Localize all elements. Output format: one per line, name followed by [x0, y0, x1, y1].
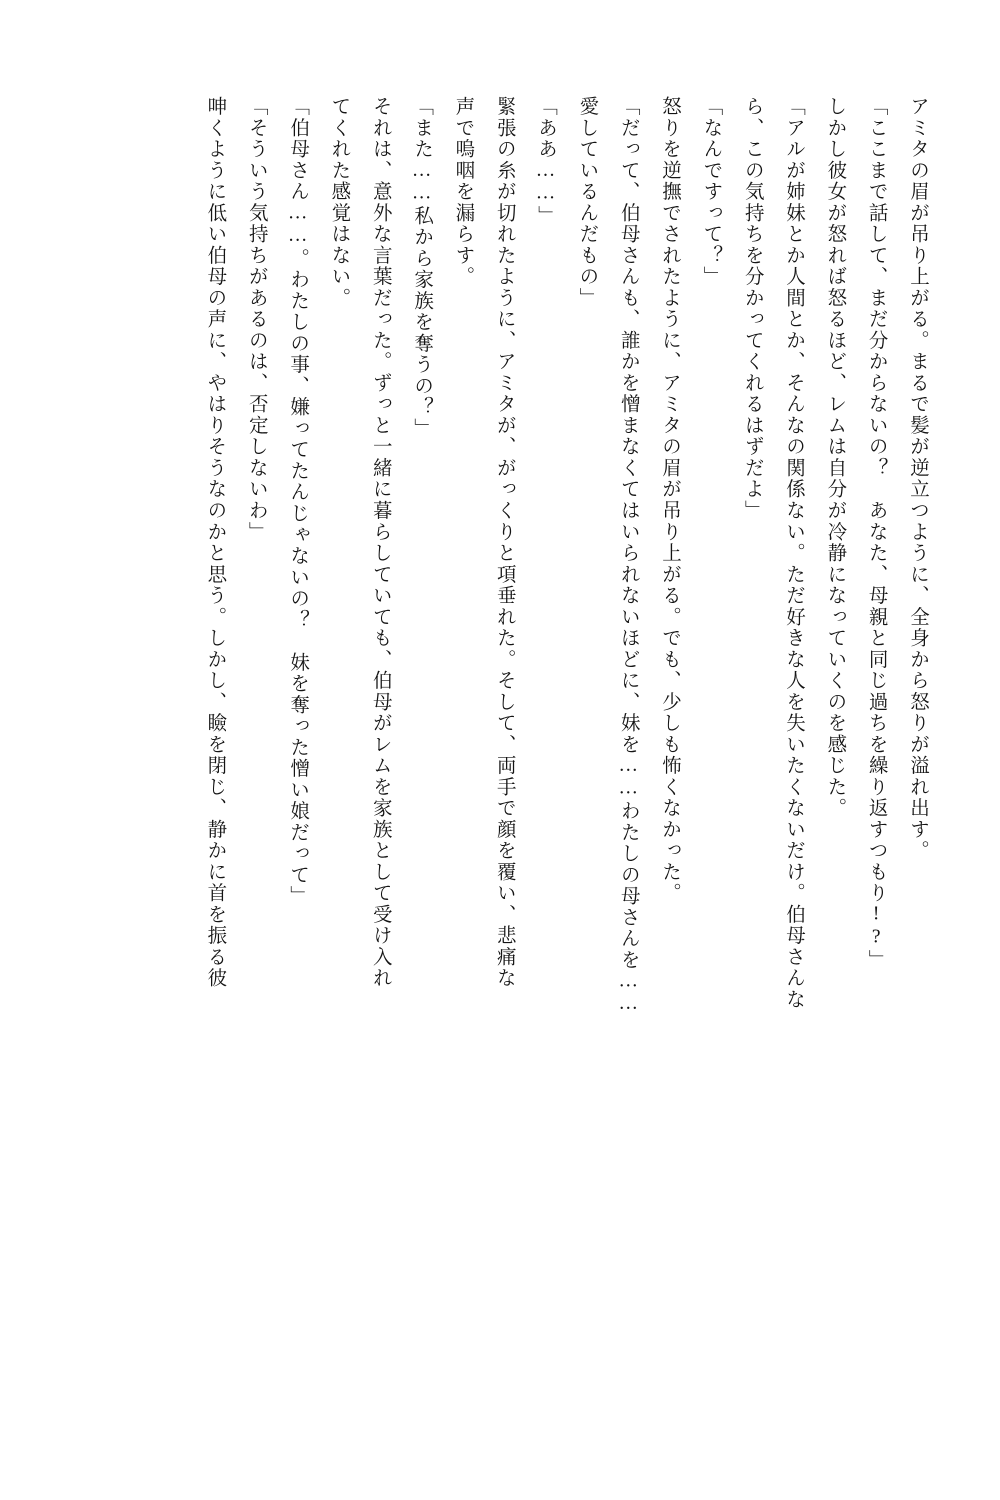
text-line: アミタの眉が吊り上がる。まるで髪が逆立つように、全身から怒りが溢れ出す。 — [907, 96, 928, 862]
text-line: てくれた感覚はない。 — [328, 96, 350, 309]
text-line: 「だって、伯母さんも、誰かを憎まなくてはいられないほどに、妹を……わたしの母さんを…… — [617, 96, 639, 1016]
text-line: しかし彼女が怒れば怒るほど、レムは自分が冷静になっていくのを感じた。 — [824, 96, 846, 819]
text-line: 「そういう気持ちがあるのは、否定しないわ」 — [245, 96, 267, 543]
text-line: それは、意外な言葉だった。ずっと一緒に暮らしていても、伯母がレムを家族として受け入れ — [369, 96, 391, 989]
text-line: 「なんですって？」 — [700, 96, 722, 288]
text-line: 「伯母さん……。わたしの事、嫌ってたんじゃないの？ 妹を奪った憎い娘だって」 — [287, 96, 309, 907]
text-line: 声で嗚咽を漏らす。 — [452, 96, 474, 288]
text-line: 「アルが姉妹とか人間とか、そんなの関係ない。ただ好きな人を失いたくないだけ。伯母さんな — [783, 96, 805, 1010]
text-line: 「ああ……」 — [535, 96, 557, 227]
text-line: ら、この気持ちを分かってくれるはずだよ」 — [741, 96, 763, 522]
text-line: 「また……私から家族を奪うの？」 — [411, 96, 433, 440]
novel-body-text — [52, 96, 938, 1426]
text-line: 怒りを逆撫でされたように、アミタの眉が吊り上がる。でも、少しも怖くなかった。 — [659, 96, 681, 904]
text-line: 愛しているんだもの」 — [576, 96, 598, 309]
text-line: 呻くように低い伯母の声に、やはりそうなのかと思う。しかし、瞼を閉じ、静かに首を振る彼 — [204, 96, 226, 989]
text-line: 緊張の糸が切れたように、アミタが、がっくりと項垂れた。そして、両手で顔を覆い、悲痛な — [493, 96, 515, 989]
text-line: 「ここまで話して、まだ分からないの？ あなた、母親と同じ過ちを繰り返すつもり!?」 — [865, 96, 887, 971]
